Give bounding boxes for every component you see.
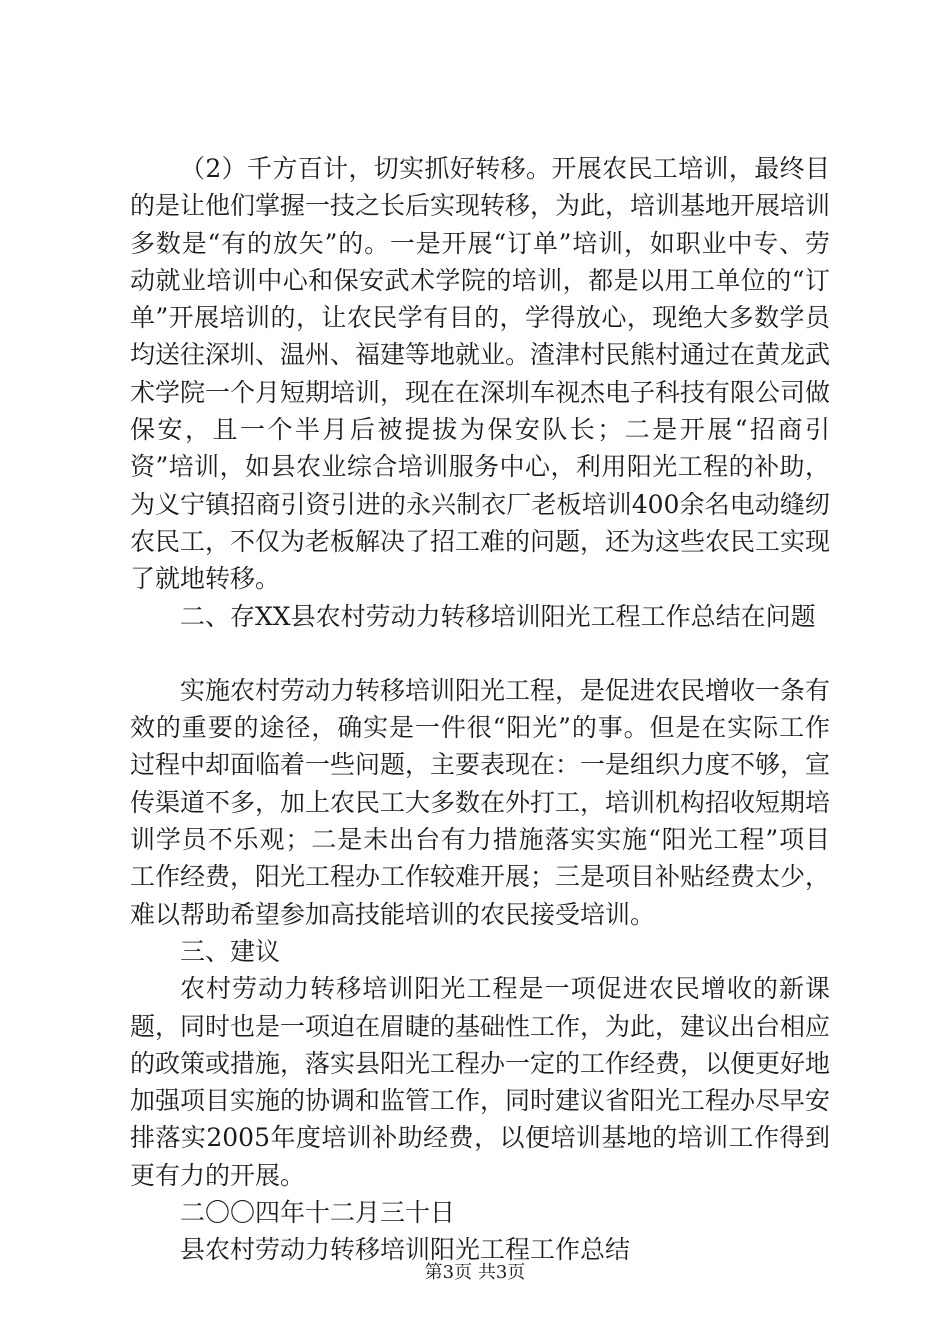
paragraph-suggestions: 农村劳动力转移培训阳光工程是一项促进农民增收的新课题，同时也是一项迫在眉睫的基础性工作，为此，建议出台相应的政策或措施，落实县阳光工程办一定的工作经费，以便更好地加强项目实施的协调和监管工作，同时建议省阳光工程办尽早安排落实2005年度培训补助经费，以便培训基地的培训工作得到更有力的开展。 bbox=[130, 974, 831, 1190]
document-body bbox=[130, 150, 830, 1269]
section-heading-suggestions: 三、建议 bbox=[180, 936, 281, 966]
paragraph-transfer-training: （2）千方百计，切实抓好转移。开展农民工培训，最终目的是让他们掌握一技之长后实现转移，为此，培训基地开展培训多数是“有的放矢”的。一是开展“订单”培训，如职业中专、劳动就业培训中心和保安武术学院的培训，都是以用工单位的“订单”开展培训的，让农民学有目的，学得放心，现绝大多数学员均送往深圳、温州、福建等地就业。渣津村民熊村通过在黄龙武术学院一个月短期培训，现在在深圳车视杰电子科技有限公司做保安，且一个半月后被提拔为保安队长；二是开展“招商引资”培训，如县农业综合培训服务中心，利用阳光工程的补助，为义宁镇招商引资引进的永兴制衣厂老板培训400余名电动缝纫农民工，不仅为老板解决了招工难的问题，还为这些农民工实现了就地转移。 bbox=[130, 154, 831, 594]
section-heading-problems: 二、存XX县农村劳动力转移培训阳光工程工作总结在问题 bbox=[180, 601, 816, 631]
blank-line bbox=[130, 635, 830, 672]
document-date: 二〇〇四年十二月三十日 bbox=[180, 1198, 456, 1228]
page-footer: 第3页 共3页 bbox=[424, 1262, 526, 1283]
paragraph-problems: 实施农村劳动力转移培训阳光工程，是促进农民增收一条有效的重要的途径，确实是一件很“阳光”的事。但是在实际工作过程中却面临着一些问题，主要表现在：一是组织力度不够，宣传渠道不多，加上农民工大多数在外打工，培训机构招收短期培训学员不乐观；二是未出台有力措施落实实施“阳光工程”项目工作经费，阳光工程办工作较难开展；三是项目补贴经费太少，难以帮助希望参加高技能培训的农民接受培训。 bbox=[130, 675, 831, 929]
document-closing-title: 县农村劳动力转移培训阳光工程工作总结 bbox=[180, 1235, 631, 1265]
